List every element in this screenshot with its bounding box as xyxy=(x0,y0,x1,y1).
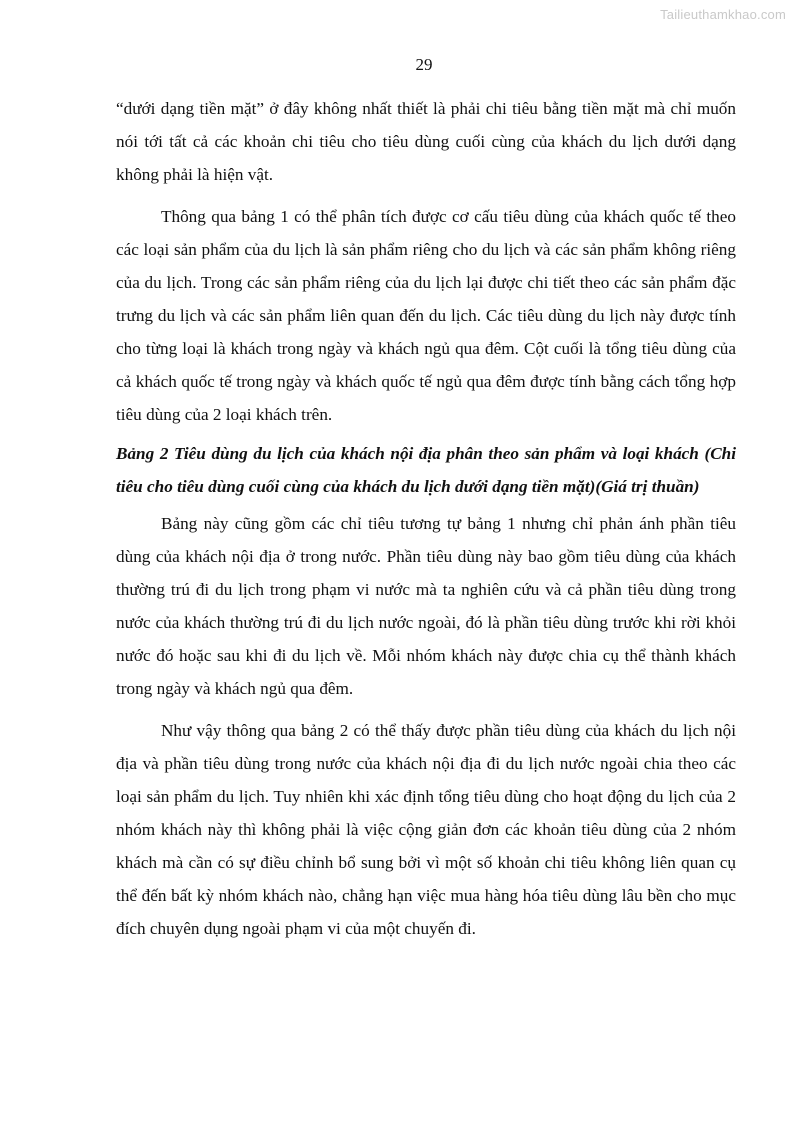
paragraph-1: “dưới dạng tiền mặt” ở đây không nhất thiết là phải chi tiêu bằng tiền mặt mà chỉ muốn nói tới tất cả các khoản chi tiêu cho tiêu dùng cuối cùng của khách du lịch dưới dạng không phải là hiện vật. xyxy=(116,99,736,184)
document-body xyxy=(116,92,736,945)
paragraph-4: Như vậy thông qua bảng 2 có thể thấy được phần tiêu dùng của khách du lịch nội địa và phần tiêu dùng trong nước của khách nội địa đi du lịch nước ngoài chia theo các loại sản phẩm du lịch. Tuy nhiên khi xác định tổng tiêu dùng cho hoạt động du lịch của 2 nhóm khách này thì không phải là việc cộng giản đơn các khoản tiêu dùng của 2 nhóm khách mà cần có sự điều chỉnh bổ sung bởi vì một số khoản chi tiêu không liên quan cụ thể đến bất kỳ nhóm khách nào, chẳng hạn việc mua hàng hóa tiêu dùng lâu bền cho mục đích chuyên dụng ngoài phạm vi của một chuyến đi. xyxy=(116,721,736,938)
paragraph-3: Bảng này cũng gồm các chỉ tiêu tương tự bảng 1 nhưng chỉ phản ánh phần tiêu dùng của khách nội địa ở trong nước. Phần tiêu dùng này bao gồm tiêu dùng của khách thường trú đi du lịch trong phạm vi nước mà ta nghiên cứu và cả phần tiêu dùng trong nước của khách thường trú đi du lịch nước ngoài, đó là phần tiêu dùng trước khi rời khỏi nước đó hoặc sau khi đi du lịch về. Mỗi nhóm khách này được chia cụ thể thành khách trong ngày và khách ngủ qua đêm. xyxy=(116,514,736,698)
watermark: Tailieuthamkhao.com xyxy=(660,7,786,22)
page-number: 29 xyxy=(415,55,433,74)
table-caption: Bảng 2 Tiêu dùng du lịch của khách nội địa phân theo sản phẩm và loại khách (Chi tiêu cho tiêu dùng cuối cùng của khách du lịch dưới dạng tiền mặt)(Giá trị thuần) xyxy=(116,444,736,496)
paragraph-2: Thông qua bảng 1 có thể phân tích được cơ cấu tiêu dùng của khách quốc tế theo các loại sản phẩm của du lịch là sản phẩm riêng cho du lịch và các sản phẩm không riêng của du lịch. Trong các sản phẩm riêng của du lịch lại được chi tiết theo các sản phẩm đặc trưng du lịch và các sản phẩm liên quan đến du lịch. Các tiêu dùng du lịch này được tính cho từng loại là khách trong ngày và khách ngủ qua đêm. Cột cuối là tổng tiêu dùng của cả khách quốc tế trong ngày và khách quốc tế ngủ qua đêm được tính bằng cách tổng hợp tiêu dùng của 2 loại khách trên. xyxy=(116,207,736,424)
